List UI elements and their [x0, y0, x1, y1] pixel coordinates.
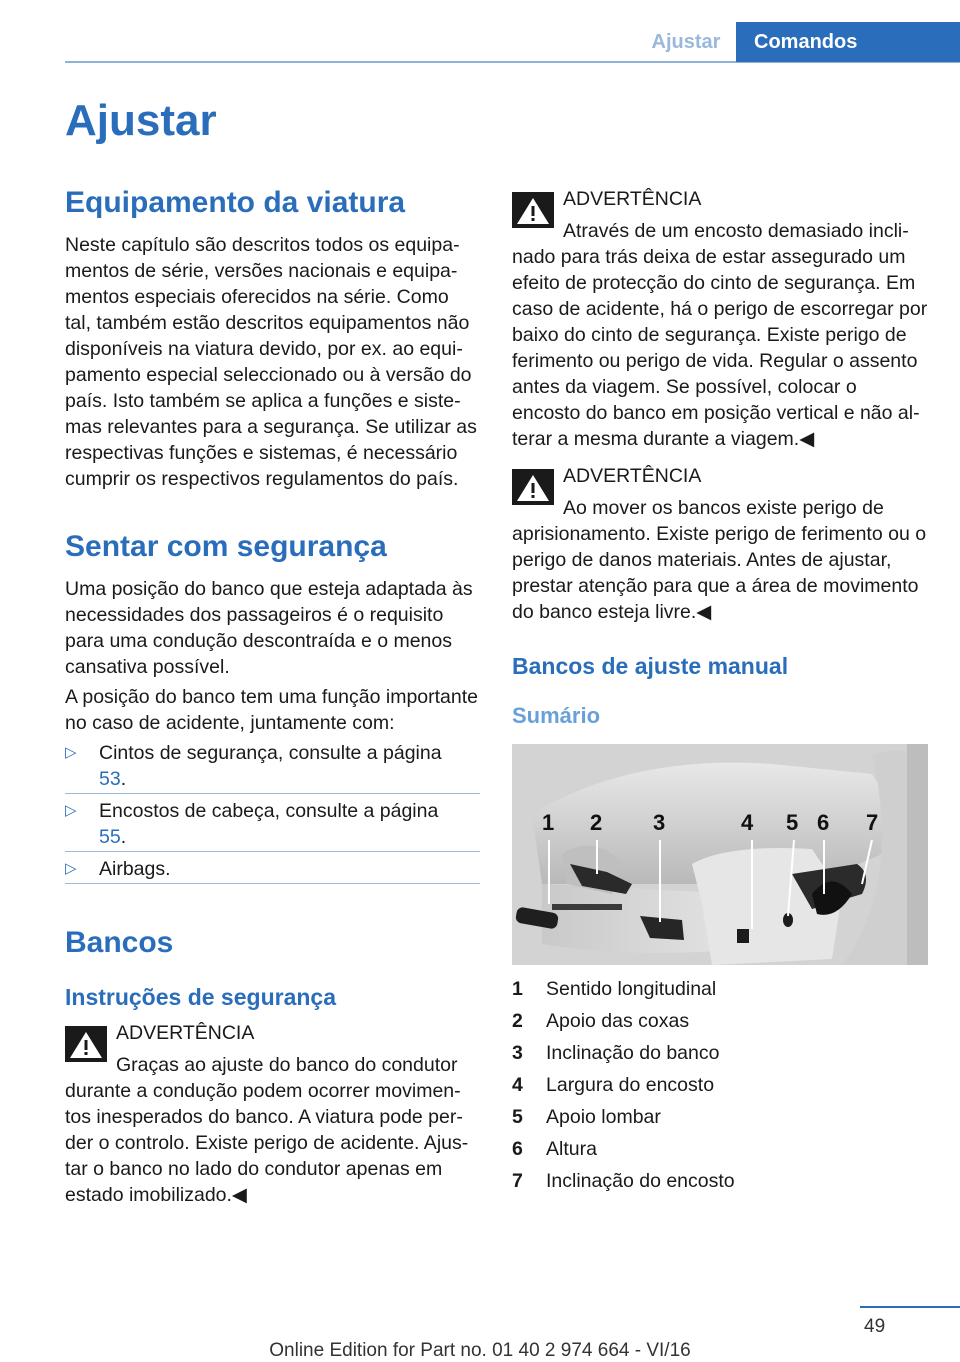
heading-equipamento: Equipamento da viatura [65, 186, 406, 219]
paragraph-equipamento: Neste capítulo são descritos todos os equipamentos de série, versões nacionais e equipamentos especiais oferecidos na série. Como tal, também estão descritos equipamentos não disponíveis na viatura devido, por ex. ao equipamento especial seleccionado ou à versão do país. Isto também se aplica a funções e sistemas relevantes para a segurança. Se utilizar as respectivas funções e sistemas, é necessário cumprir os respectivos regulamentos do país. [65, 234, 477, 490]
seat-drawing [512, 744, 928, 965]
page-number: 49 [864, 1316, 886, 1337]
paragraph-sentar-1: Uma posição do banco que esteja adaptada às necessidades dos passageiros é o requisito para uma condução descontraída e o menos cansativa possível. [65, 578, 473, 678]
figure-label: 7 [866, 810, 879, 835]
heading-sentar: Sentar com segurança [65, 530, 387, 563]
seat-illustration [512, 744, 928, 965]
footer-rule [860, 1306, 960, 1308]
tab-comandos[interactable]: Comandos [736, 22, 960, 62]
page-link[interactable]: 53 [99, 768, 121, 790]
bullet-icon: ▷ [65, 802, 77, 819]
figure-label: 5 [786, 810, 799, 835]
warning-body: Ao mover os bancos existe perigo de aprisionamento. Existe perigo de ferimento ou o perigo de danos materiais. Antes de ajustar, prestar atenção para que a área de movimento do banco esteja livre.◀ [512, 497, 927, 623]
figure-label: 6 [817, 810, 830, 835]
figure-label: 2 [590, 810, 603, 835]
warning-title: ADVERTÊNCIA [563, 465, 702, 487]
heading-sumario: Sumário [512, 703, 601, 728]
warning-title: ADVERTÊNCIA [116, 1022, 255, 1044]
divider [65, 851, 480, 852]
page-title: Ajustar [65, 96, 217, 145]
tab-ajustar[interactable]: Ajustar [651, 31, 721, 53]
bullet-icon: ▷ [65, 860, 77, 877]
divider [65, 793, 480, 794]
warning-title: ADVERTÊNCIA [563, 188, 702, 210]
divider [65, 883, 480, 884]
figure-label: 1 [542, 810, 555, 835]
warning-body: Graças ao ajuste do banco do condutor durante a condução podem ocorrer movimentos inesperados do banco. A viatura pode perder o controlo. Existe perigo de acidente. Ajustar o banco no lado do condutor apenas em estado imobilizado.◀ [65, 1054, 469, 1206]
paragraph-sentar-2: A posição do banco tem uma função importante no caso de acidente, juntamente com: [65, 686, 479, 734]
figure-label: 4 [741, 810, 754, 835]
heading-ajuste-manual: Bancos de ajuste manual [512, 653, 789, 679]
footer-edition: Online Edition for Part no. 01 40 2 974 664 - VI/16 [269, 1340, 691, 1361]
bullet-icon: ▷ [65, 744, 77, 761]
heading-instrucoes: Instruções de segurança [65, 984, 336, 1010]
warning-body: Através de um encosto demasiado inclinado para trás deixa de estar assegurado um efeito de protecção do cinto de segurança. Em caso de acidente, há o perigo de escorregar por baixo do cinto de segurança. Existe perigo de ferimento ou perigo de vida. Regular o assento antes da viagem. Se possível, colocar o encosto do banco em posição vertical e não alterar a mesma durante a viagem.◀ [512, 220, 928, 450]
figure-label: 3 [653, 810, 666, 835]
page-link[interactable]: 55 [99, 826, 121, 848]
heading-bancos: Bancos [65, 926, 174, 959]
